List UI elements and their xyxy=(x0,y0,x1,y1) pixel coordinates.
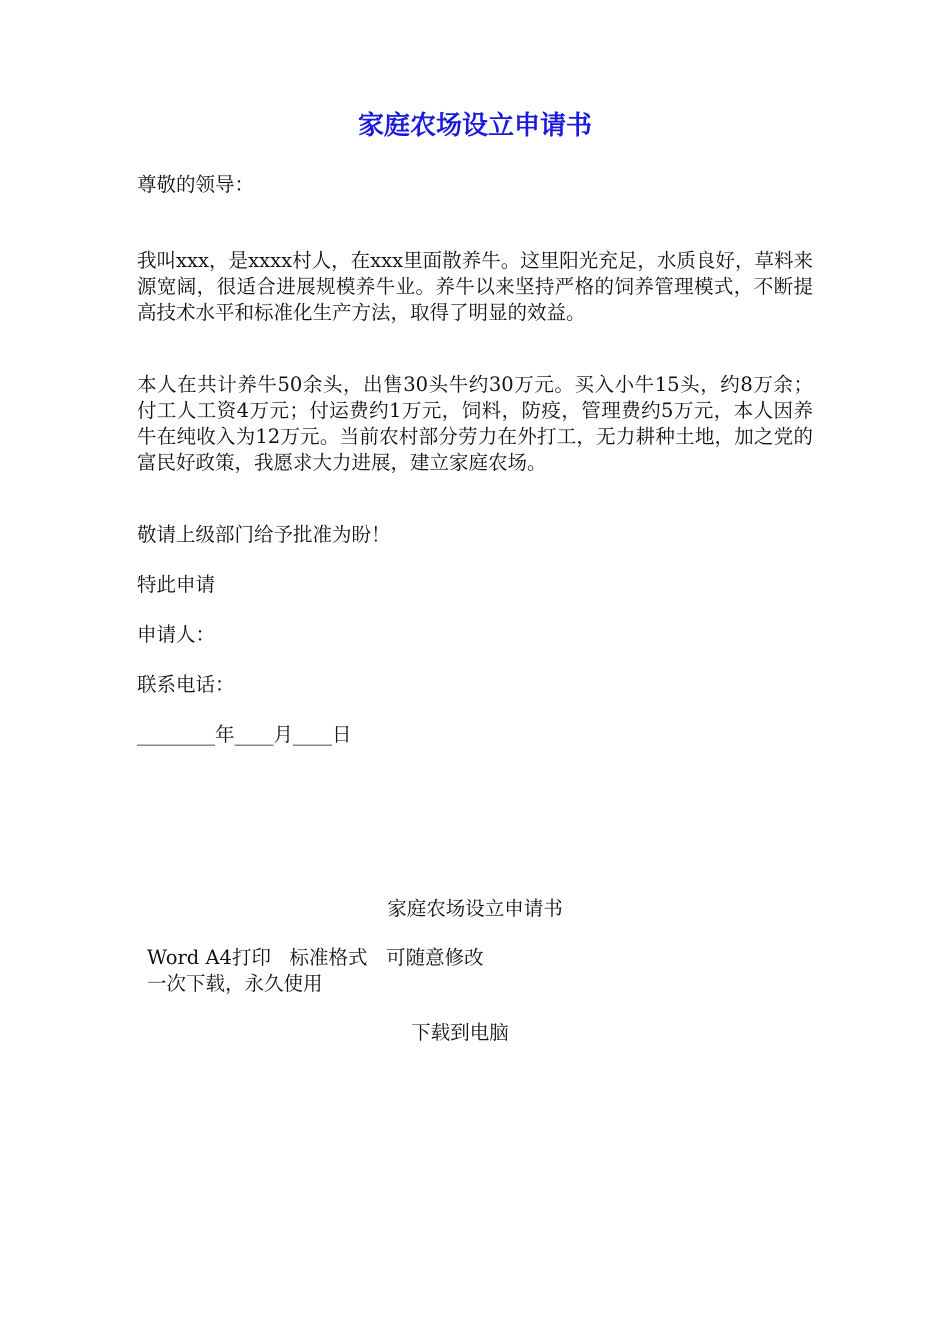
feature-list xyxy=(147,945,647,997)
closing-line: 特此申请 xyxy=(137,573,216,596)
footer-title: 家庭农场设立申请书 xyxy=(387,897,563,920)
applicant-label: 申请人： xyxy=(137,623,216,646)
salutation: 尊敬的领导： xyxy=(137,173,255,196)
download-link[interactable]: 下载到电脑 xyxy=(411,1021,509,1044)
feature-line-format: Word A4打印 标准格式 可随意修改 xyxy=(147,946,484,969)
document-title: 家庭农场设立申请书 xyxy=(357,111,592,141)
phone-label: 联系电话： xyxy=(137,673,235,696)
paragraph-introduction: 我叫xxx，是xxxx村人，在xxx里面散养牛。这里阳光充足，水质良好，草料来源宽阔，很适合进展规模养牛业。养牛以来坚持严格的饲养管理模式，不断提高技术水平和标准化生产方法，取得了明显的效益。 xyxy=(137,249,813,324)
approval-request: 敬请上级部门给予批准为盼！ xyxy=(137,523,391,546)
feature-line-usage: 一次下载，永久使用 xyxy=(147,972,323,995)
paragraph-finances: 本人在共计养牛50余头，出售30头牛约30万元。买入小牛15头，约8万余；付工人工资4万元；付运费约1万元，饲料，防疫，管理费约5万元，本人因养牛在纯收入为12万元。当前农村部分劳力在外打工，无力耕种土地，加之党的富民好政策，我愿求大力进展，建立家庭农场。 xyxy=(137,373,813,474)
date-line: ________年____月____日 xyxy=(137,723,352,746)
